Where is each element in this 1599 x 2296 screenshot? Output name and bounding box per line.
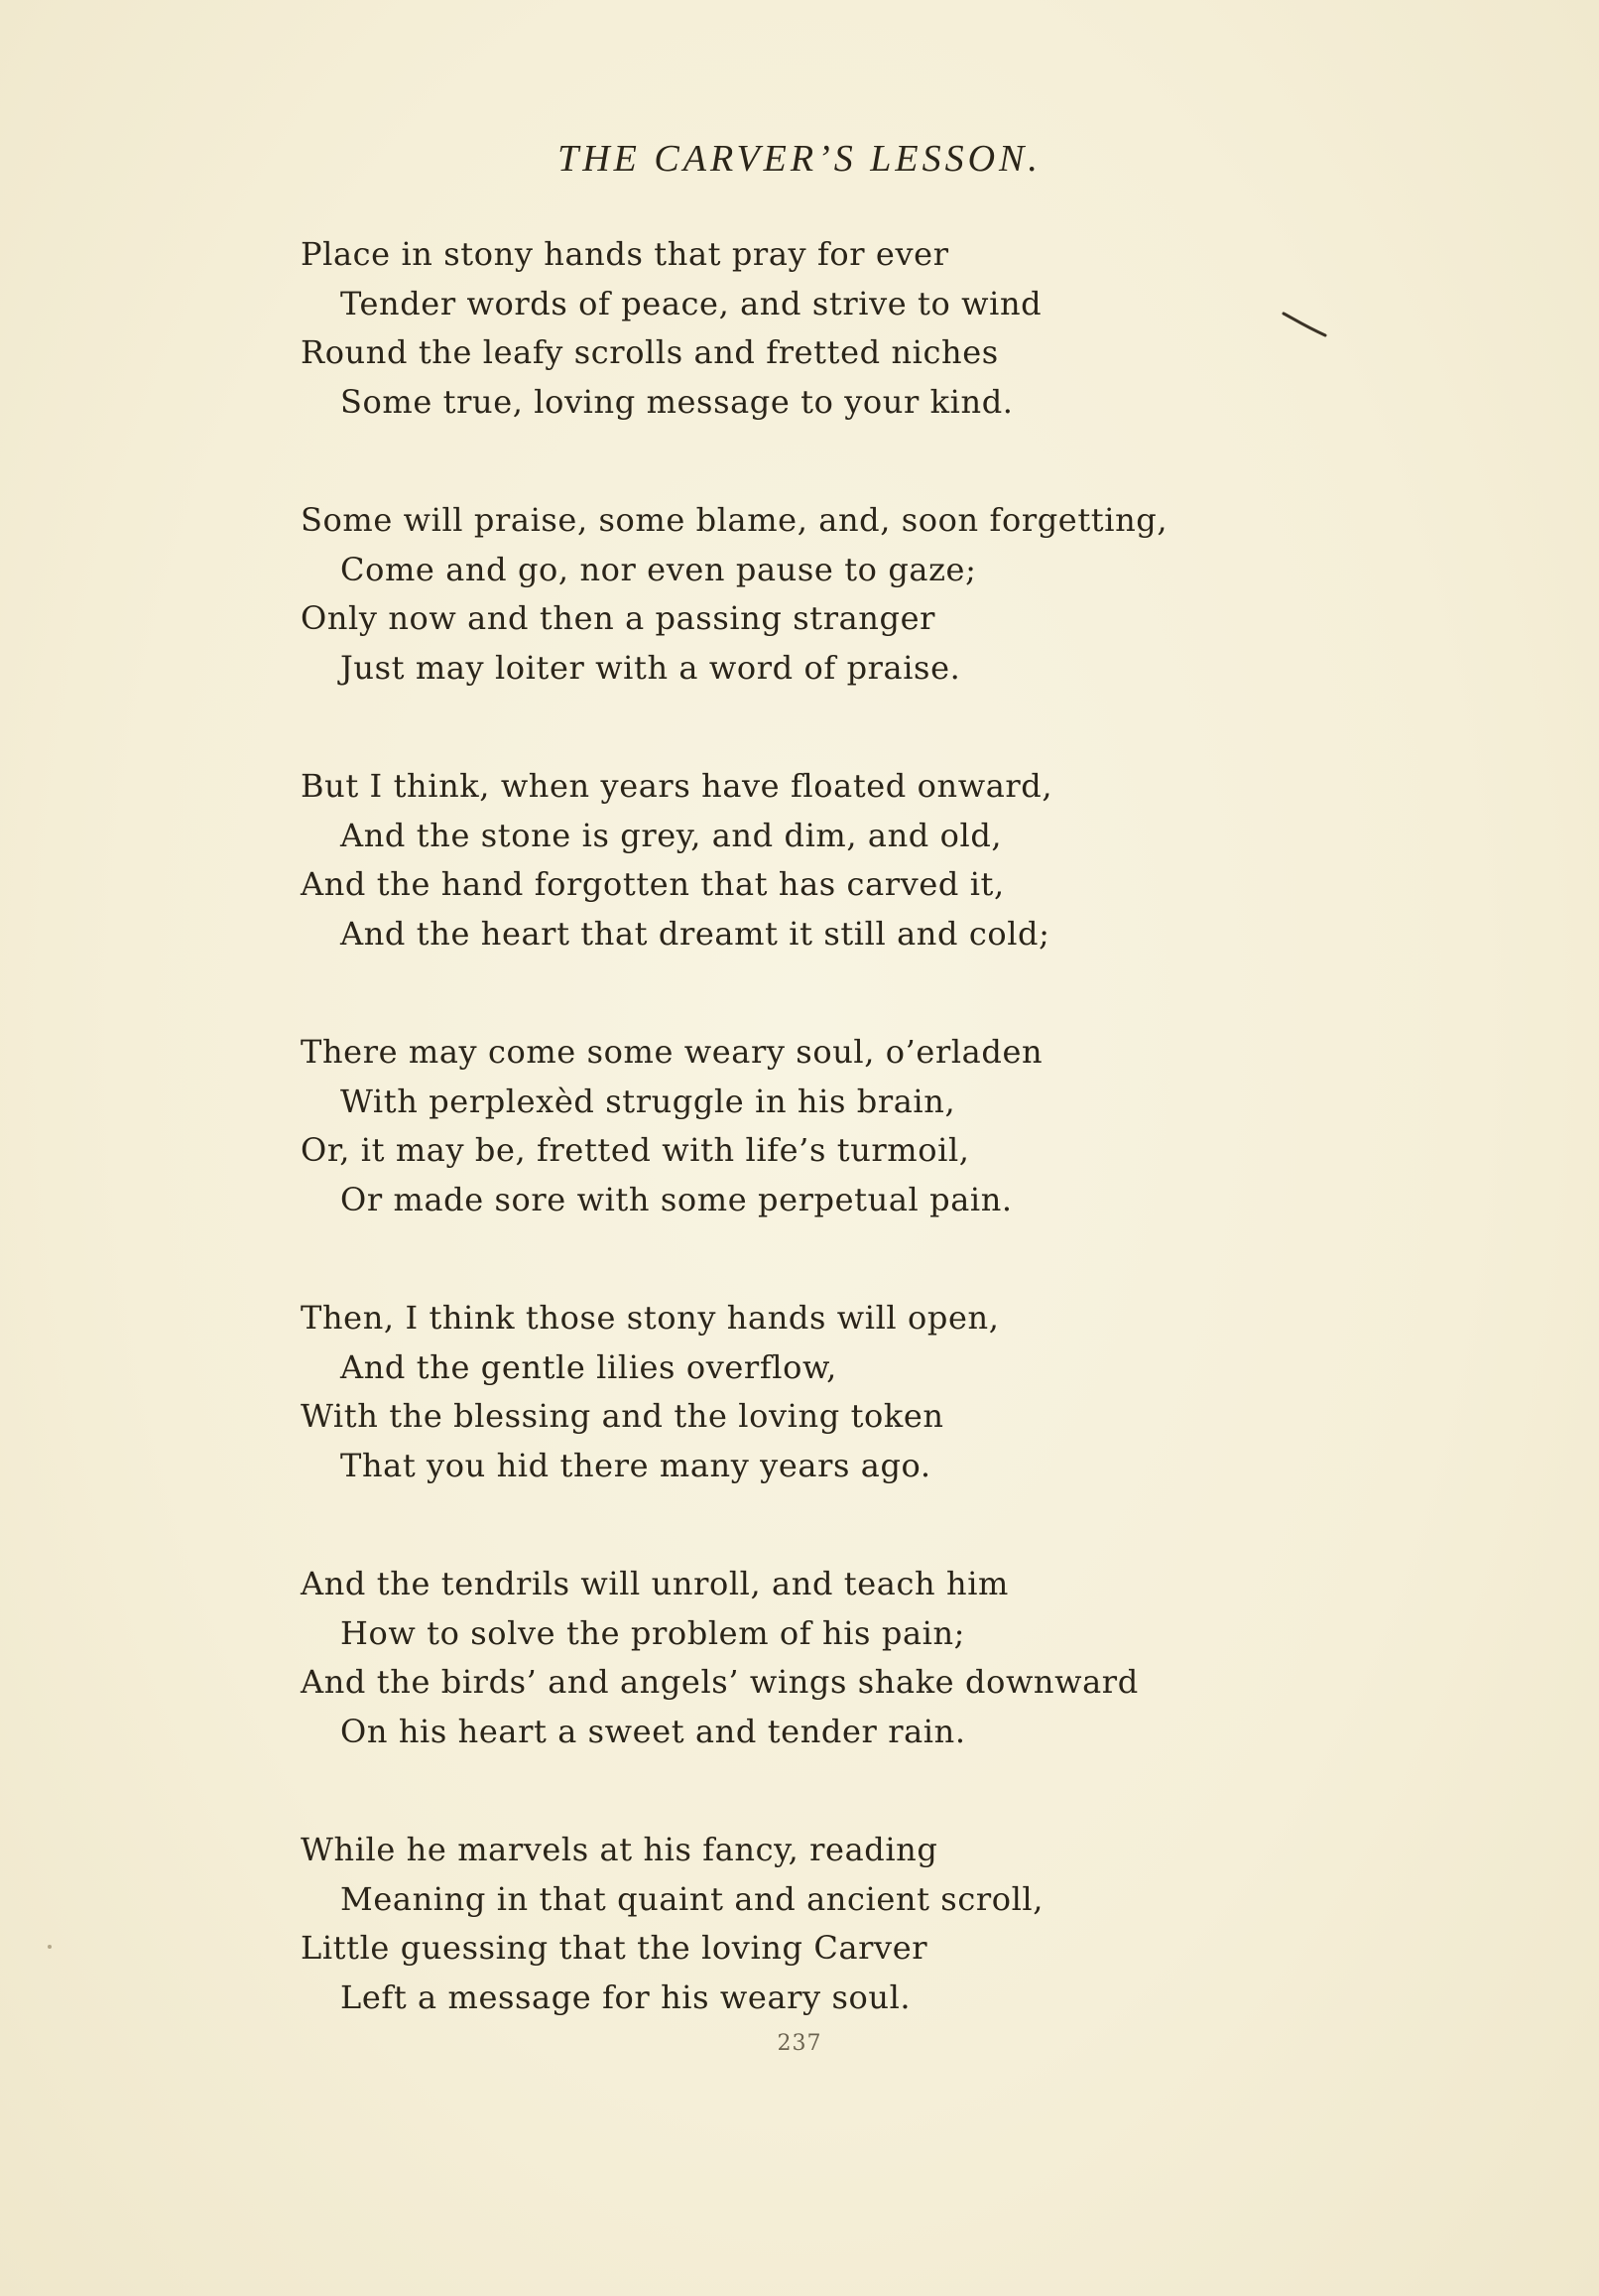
poem-body (301, 230, 1491, 2022)
poem-line: And the stone is grey, and dim, and old, (340, 816, 1003, 854)
paper-speck (48, 1945, 52, 1949)
poem-line: With the blessing and the loving token (301, 1397, 944, 1435)
poem-line: Or, it may be, fretted with life’s turmoil, (301, 1131, 970, 1169)
poem-line: And the tendrils will unroll, and teach him (301, 1565, 1009, 1602)
poem-line: Just may loiter with a word of praise. (340, 648, 961, 687)
poem-line: Left a message for his weary soul. (340, 1977, 912, 2016)
stanza-3 (301, 762, 1491, 958)
poem-line: Little guessing that the loving Carver (301, 1929, 928, 1967)
poem-line: And the heart that dreamt it still and cold; (340, 914, 1050, 953)
poem-line: While he marvels at his fancy, reading (301, 1831, 938, 1868)
poem-line: Only now and then a passing stranger (301, 599, 936, 637)
poem-line: Some will praise, some blame, and, soon forgetting, (301, 501, 1168, 539)
poem-line: Place in stony hands that pray for ever (301, 235, 949, 273)
stanza-2 (301, 496, 1491, 693)
stanza-5 (301, 1294, 1491, 1490)
poem-line: Some true, loving message to your kind. (340, 382, 1014, 421)
poem-line: With perplexèd struggle in his brain, (340, 1082, 956, 1120)
poem-line: Round the leafy scrolls and fretted niches (301, 333, 999, 371)
poem-line: There may come some weary soul, o’erladen (301, 1033, 1044, 1071)
poem-line: But I think, when years have floated onward, (301, 767, 1053, 805)
poem-line: Tender words of peace, and strive to wind (340, 284, 1043, 322)
poem-line: On his heart a sweet and tender rain. (340, 1712, 966, 1750)
poem-line: And the hand forgotten that has carved it, (301, 865, 1005, 903)
poem-line: Or made sore with some perpetual pain. (340, 1180, 1013, 1218)
poem-line: And the birds’ and angels’ wings shake downward (301, 1663, 1139, 1701)
poem-line: That you hid there many years ago. (340, 1446, 931, 1484)
page-title: THE CARVER’S LESSON. (557, 138, 1042, 180)
poem-line: How to solve the problem of his pain; (340, 1613, 966, 1652)
stanza-6 (301, 1560, 1491, 1756)
stanza-1 (301, 230, 1491, 427)
stanza-7 (301, 1826, 1491, 2022)
page-number: 237 (777, 2031, 822, 2056)
poem-line: Meaning in that quaint and ancient scroll, (340, 1879, 1045, 1918)
poem-line: Come and go, nor even pause to gaze; (340, 550, 977, 588)
poem-line: Then, I think those stony hands will open, (301, 1299, 1000, 1337)
stanza-4 (301, 1028, 1491, 1224)
poem-line: And the gentle lilies overflow, (340, 1347, 837, 1386)
